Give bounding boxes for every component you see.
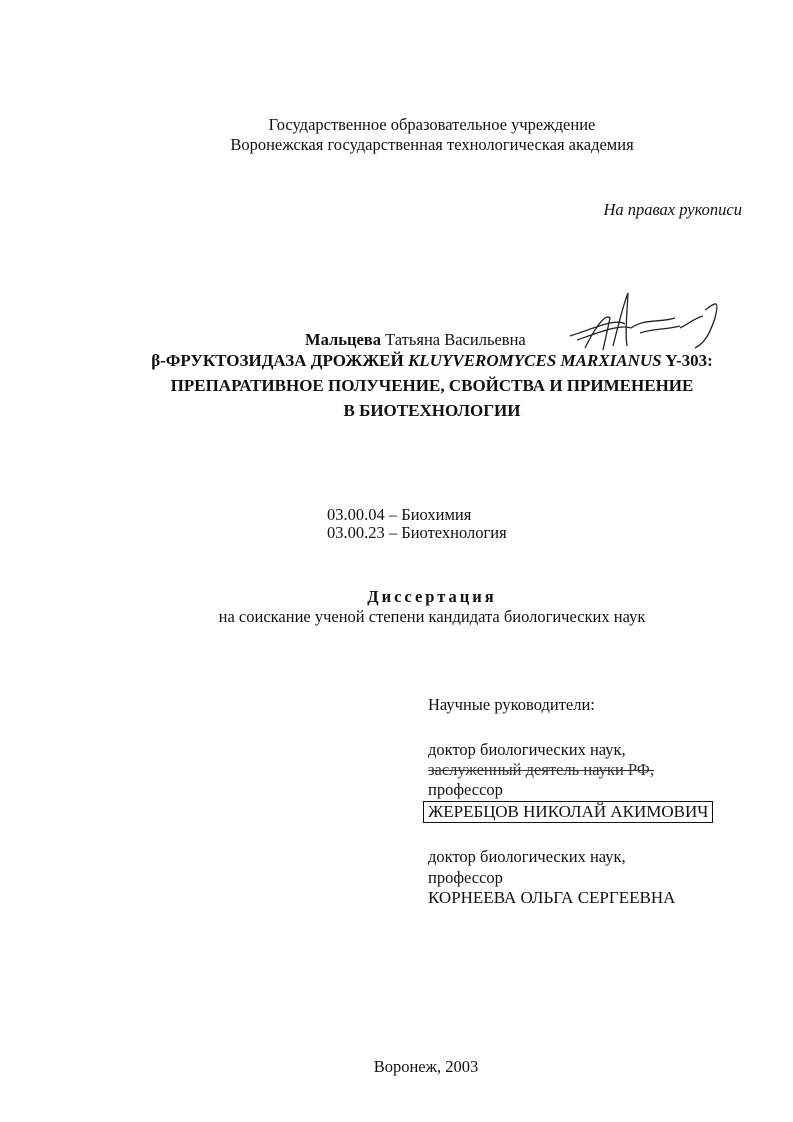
thesis-title-line-1 bbox=[0, 348, 793, 373]
title-prefix: β-ФРУКТОЗИДАЗА ДРОЖЖЕЙ bbox=[151, 351, 408, 370]
specialty-1: 03.00.04 – Биохимия bbox=[327, 505, 472, 524]
thesis-title-line-2: ПРЕПАРАТИВНОЕ ПОЛУЧЕНИЕ, СВОЙСТВА И ПРИМЕНЕНИЕ bbox=[170, 376, 694, 395]
institution-line-1: Государственное образовательное учреждение bbox=[268, 115, 596, 134]
supervisor-1-honor: заслуженный деятель науки РФ, bbox=[428, 760, 654, 779]
title-species: KLUYVEROMYCES MARXIANUS bbox=[407, 351, 662, 370]
supervisor-2-rank: профессор bbox=[428, 868, 503, 887]
manuscript-note: На правах рукописи bbox=[603, 200, 742, 219]
dissertation-heading: Диссертация bbox=[367, 587, 497, 606]
supervisor-1-rank: профессор bbox=[428, 780, 503, 799]
supervisor-1-degree: доктор биологических наук, bbox=[428, 740, 626, 759]
institution-line-2: Воронежская государственная технологическая академия bbox=[230, 135, 634, 154]
dissertation-subtitle: на соискание ученой степени кандидата биологических наук bbox=[218, 607, 646, 626]
thesis-title-line-3: В БИОТЕХНОЛОГИИ bbox=[343, 401, 521, 420]
specialty-2: 03.00.23 – Биотехнология bbox=[327, 523, 507, 542]
supervisor-2-degree: доктор биологических наук, bbox=[428, 847, 626, 866]
supervisor-2-name: КОРНЕЕВА ОЛЬГА СЕРГЕЕВНА bbox=[428, 888, 676, 907]
author-name bbox=[305, 330, 526, 350]
title-suffix: Y-303: bbox=[661, 351, 713, 370]
supervisors-heading: Научные руководители: bbox=[428, 695, 595, 714]
supervisor-1-name: ЖЕРЕБЦОВ НИКОЛАЙ АКИМОВИЧ bbox=[423, 801, 713, 823]
city-year: Воронеж, 2003 bbox=[373, 1057, 479, 1076]
author-given-names: Татьяна Васильевна bbox=[385, 330, 526, 349]
author-surname: Мальцева bbox=[305, 330, 381, 349]
